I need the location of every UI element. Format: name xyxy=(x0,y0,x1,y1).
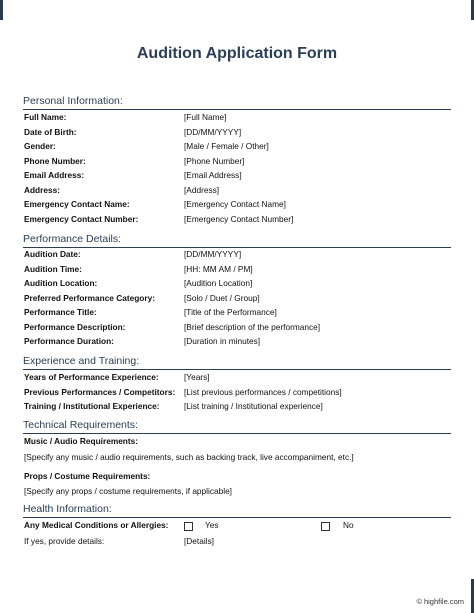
field-label: Audition Time: xyxy=(24,263,82,274)
form-row xyxy=(24,264,454,277)
field-label: Years of Performance Experience: xyxy=(24,372,159,382)
form-row xyxy=(24,372,454,385)
field-value[interactable]: [Phone Number] xyxy=(184,155,245,166)
props-requirements-label: Props / Costume Requirements: xyxy=(24,471,151,481)
medical-conditions-row xyxy=(24,520,454,533)
edge-mark-left xyxy=(0,0,3,20)
field-label: Emergency Contact Number: xyxy=(24,213,139,224)
no-label: No xyxy=(343,520,354,530)
field-value[interactable]: [Solo / Duet / Group] xyxy=(184,292,260,303)
form-row xyxy=(24,293,454,306)
field-value[interactable]: [DD/MM/YYYY] xyxy=(184,249,242,259)
form-row xyxy=(24,170,454,183)
yes-label: Yes xyxy=(205,520,219,530)
field-value[interactable]: [HH: MM AM / PM] xyxy=(184,263,253,274)
form-row xyxy=(24,322,454,335)
footer xyxy=(416,597,464,606)
music-requirements-label: Music / Audio Requirements: xyxy=(24,436,139,446)
form-row xyxy=(24,199,454,212)
field-label: Date of Birth: xyxy=(24,126,77,137)
field-label: Full Name: xyxy=(24,112,67,122)
form-row xyxy=(24,141,454,154)
field-label: Performance Title: xyxy=(24,307,97,317)
form-row xyxy=(24,156,454,169)
section-heading-experience: Experience and Training: xyxy=(23,355,451,370)
field-value[interactable]: [Duration in minutes] xyxy=(184,336,261,346)
form-row xyxy=(24,307,454,320)
section-heading-performance: Performance Details: xyxy=(23,233,451,248)
field-value[interactable]: [Emergency Contact Name] xyxy=(184,199,286,209)
section-heading-personal: Personal Information: xyxy=(23,95,451,110)
field-value[interactable]: [Brief description of the performance] xyxy=(184,321,321,332)
field-label: Address: xyxy=(24,184,60,195)
field-value[interactable]: [Male / Female / Other] xyxy=(184,141,269,151)
form-row xyxy=(24,249,454,262)
form-row xyxy=(24,127,454,140)
props-requirements-value[interactable]: [Specify any props / costume requirements, if applicable] xyxy=(24,486,232,496)
field-label: Previous Performances / Competitors: xyxy=(24,386,176,397)
field-label: Performance Description: xyxy=(24,321,126,332)
field-label: Performance Duration: xyxy=(24,336,114,346)
field-value[interactable]: [Years] xyxy=(184,372,210,382)
field-label: Email Address: xyxy=(24,170,85,180)
field-value[interactable]: [Full Name] xyxy=(184,112,227,122)
details-label: If yes, provide details: xyxy=(24,536,105,546)
form-row xyxy=(24,387,454,400)
form-row xyxy=(24,278,454,291)
field-label: Training / Institutional Experience: xyxy=(24,401,160,411)
field-label: Gender: xyxy=(24,141,56,151)
field-value[interactable]: [DD/MM/YYYY] xyxy=(184,126,242,137)
section-heading-technical: Technical Requirements: xyxy=(23,419,451,434)
field-label: Emergency Contact Name: xyxy=(24,199,130,209)
form-row xyxy=(24,214,454,227)
field-label: Preferred Performance Category: xyxy=(24,292,155,303)
footer-site[interactable]: highfile.com xyxy=(423,597,464,606)
no-checkbox[interactable] xyxy=(321,522,330,531)
field-value[interactable]: [Emergency Contact Number] xyxy=(184,213,294,224)
field-value[interactable]: [Address] xyxy=(184,184,220,195)
field-value[interactable]: [Email Address] xyxy=(184,170,242,180)
copyright-icon: © xyxy=(416,597,422,606)
field-value[interactable]: [List previous performances / competitions] xyxy=(184,386,342,397)
music-requirements-value[interactable]: [Specify any music / audio requirements, such as backing track, live accompaniment, etc.] xyxy=(24,452,354,462)
yes-checkbox[interactable] xyxy=(184,522,193,531)
form-row xyxy=(24,185,454,198)
section-heading-health: Health Information: xyxy=(23,503,451,518)
field-value[interactable]: [Title of the Performance] xyxy=(184,307,277,317)
medical-conditions-label: Any Medical Conditions or Allergies: xyxy=(24,520,169,530)
field-label: Audition Location: xyxy=(24,278,98,288)
field-value[interactable]: [Audition Location] xyxy=(184,278,253,288)
form-row xyxy=(24,401,454,414)
form-row xyxy=(24,336,454,349)
form-title: Audition Application Form xyxy=(136,45,338,62)
details-value[interactable]: [Details] xyxy=(184,536,214,546)
form-row xyxy=(24,112,454,125)
field-label: Phone Number: xyxy=(24,155,86,166)
field-label: Audition Date: xyxy=(24,249,81,259)
field-value[interactable]: [List training / Institutional experience] xyxy=(184,401,323,411)
details-row xyxy=(24,536,454,549)
